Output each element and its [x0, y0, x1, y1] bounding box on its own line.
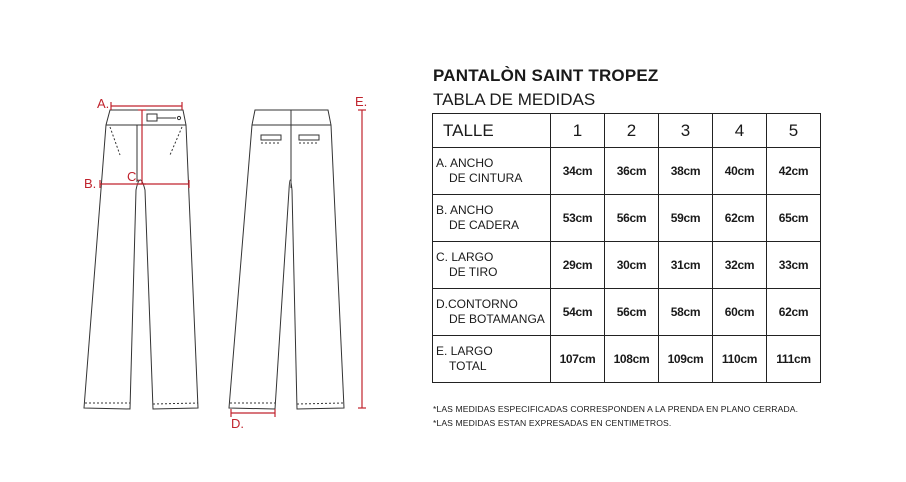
header-size: 4 — [713, 114, 767, 148]
table-cell: 108cm — [605, 336, 659, 383]
table-cell: 53cm — [551, 195, 605, 242]
row-label-line2: DE CINTURA — [449, 171, 523, 185]
row-label — [433, 242, 551, 289]
header-talle: TALLE — [433, 114, 551, 148]
table-row — [433, 195, 821, 242]
size-table — [432, 113, 821, 383]
header-size: 2 — [605, 114, 659, 148]
header-size: 3 — [659, 114, 713, 148]
table-header-row — [433, 114, 821, 148]
row-label-line2: DE BOTAMANGA — [449, 312, 545, 326]
label-c: C. — [127, 169, 140, 184]
row-label — [433, 148, 551, 195]
label-e: E. — [355, 94, 368, 109]
measurement-lines — [100, 102, 366, 417]
pants-front-view — [84, 110, 198, 409]
row-label-line2: DE CADERA — [449, 218, 520, 232]
table-cell: 56cm — [605, 289, 659, 336]
table-cell: 29cm — [551, 242, 605, 289]
header-size: 1 — [551, 114, 605, 148]
table-cell: 110cm — [713, 336, 767, 383]
row-label-line2: TOTAL — [449, 359, 487, 373]
row-label-line1: C. LARGO — [436, 250, 494, 264]
table-cell: 60cm — [713, 289, 767, 336]
row-label-line1: D.CONTORNO — [436, 297, 518, 311]
table-cell: 40cm — [713, 148, 767, 195]
table-row — [433, 336, 821, 383]
table-row — [433, 148, 821, 195]
table-cell: 111cm — [767, 336, 821, 383]
row-label — [433, 336, 551, 383]
table-cell: 42cm — [767, 148, 821, 195]
table-cell: 30cm — [605, 242, 659, 289]
table-row — [433, 242, 821, 289]
table-cell: 54cm — [551, 289, 605, 336]
label-d: D. — [231, 416, 244, 431]
label-a: A. — [97, 96, 110, 111]
page-subtitle: TABLA DE MEDIDAS — [433, 90, 596, 109]
table-cell: 65cm — [767, 195, 821, 242]
row-label-line1: E. LARGO — [436, 344, 493, 358]
footnote: *LAS MEDIDAS ESTAN EXPRESADAS EN CENTIMETROS. — [433, 418, 672, 428]
row-label-line2: DE TIRO — [449, 265, 498, 279]
row-label-line1: A. ANCHO — [436, 156, 494, 170]
header-size: 5 — [767, 114, 821, 148]
table-cell: 31cm — [659, 242, 713, 289]
row-label — [433, 289, 551, 336]
table-cell: 38cm — [659, 148, 713, 195]
page-title: PANTALÒN SAINT TROPEZ — [433, 66, 659, 85]
table-cell: 34cm — [551, 148, 605, 195]
footnote: *LAS MEDIDAS ESPECIFICADAS CORRESPONDEN A LA PRENDA EN PLANO CERRADA. — [433, 404, 799, 414]
table-cell: 32cm — [713, 242, 767, 289]
table-cell: 58cm — [659, 289, 713, 336]
table-cell: 107cm — [551, 336, 605, 383]
table-cell: 56cm — [605, 195, 659, 242]
row-label — [433, 195, 551, 242]
table-cell: 109cm — [659, 336, 713, 383]
table-cell: 62cm — [713, 195, 767, 242]
table-cell: 62cm — [767, 289, 821, 336]
table-cell: 33cm — [767, 242, 821, 289]
table-row — [433, 289, 821, 336]
pants-back-view — [229, 110, 344, 409]
table-cell: 59cm — [659, 195, 713, 242]
label-b: B. — [84, 176, 97, 191]
pants-diagram — [0, 0, 420, 482]
table-cell: 36cm — [605, 148, 659, 195]
row-label-line1: B. ANCHO — [436, 203, 494, 217]
